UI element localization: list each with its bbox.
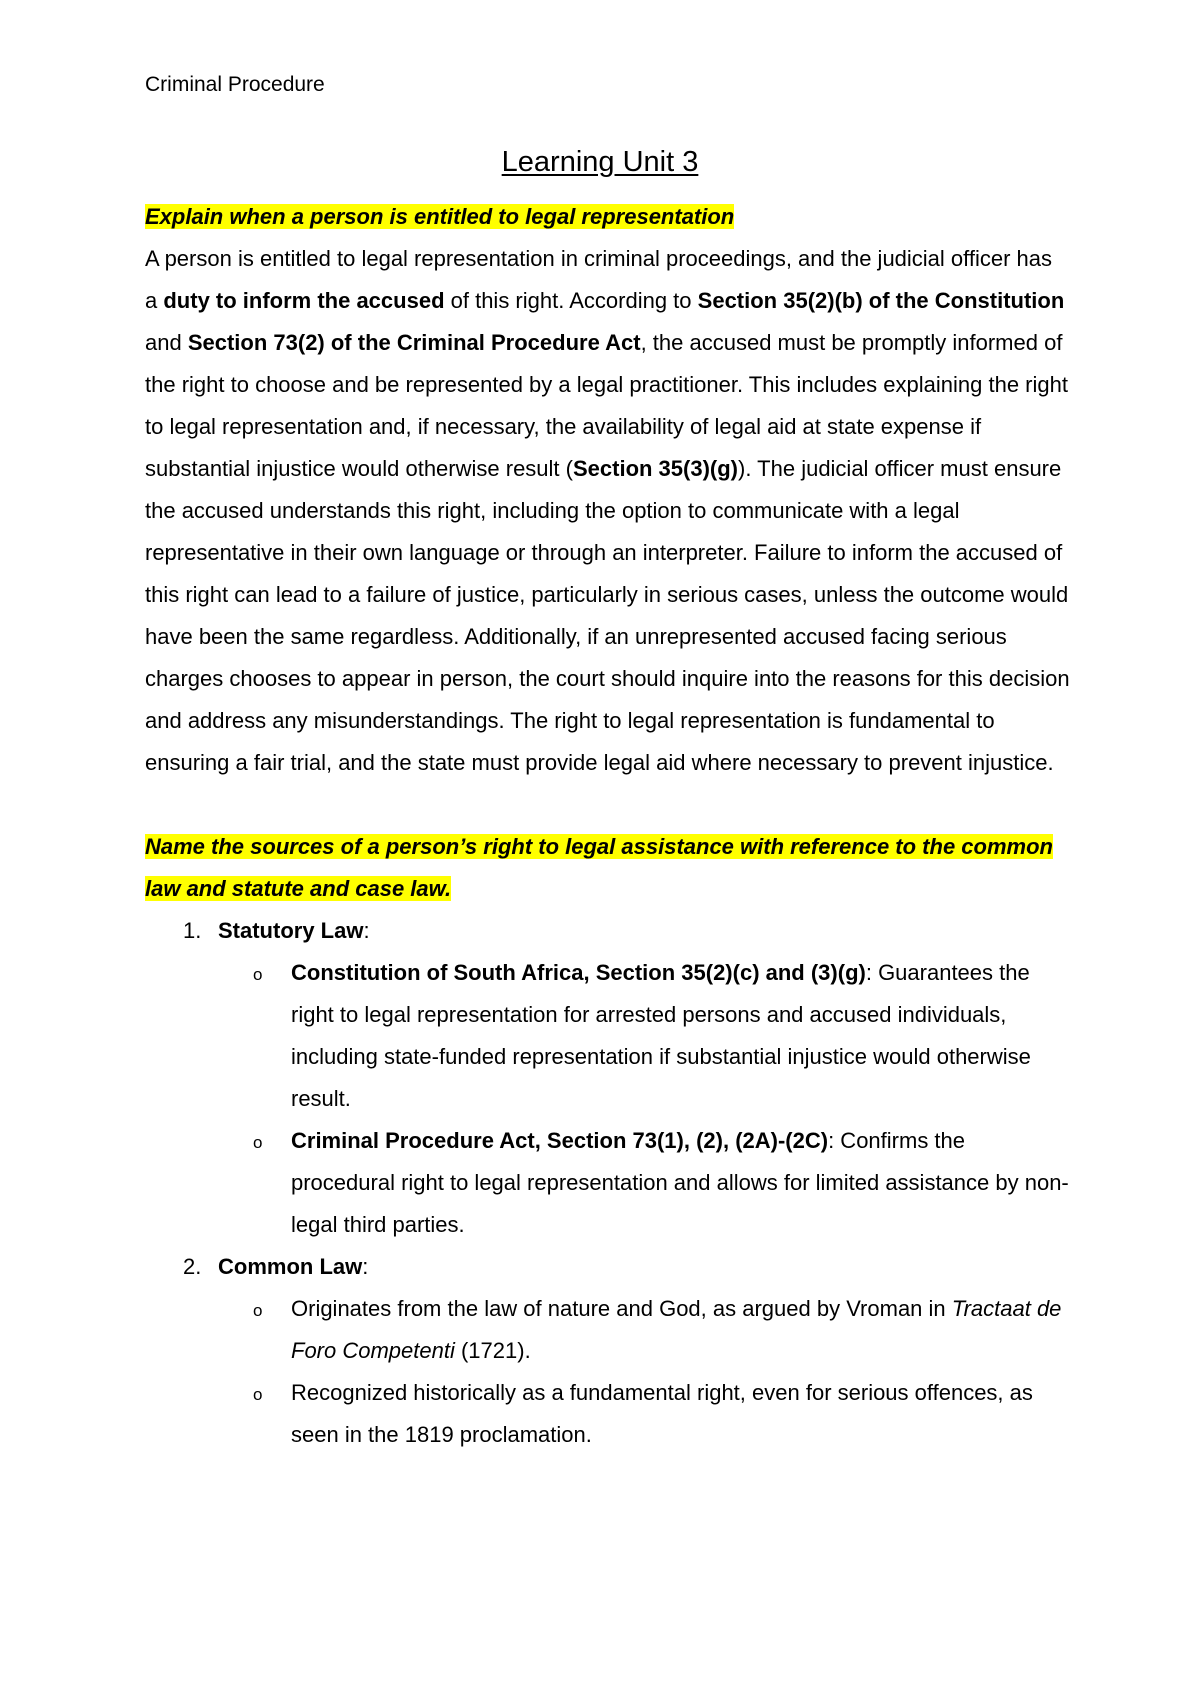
answer-1-paragraph	[145, 238, 1070, 784]
question-2-text: Name the sources of a person’s right to legal assistance with reference to the common law and statute and case law.	[145, 834, 1053, 901]
list-item-heading: Statutory Law	[218, 918, 364, 943]
sub-item-bold: Constitution of South Africa, Section 35(2)(c) and (3)(g)	[291, 960, 866, 985]
sub-item-text: : Confirms the procedural right to legal representation and allows for limited assistance by non-legal third parties.	[291, 1128, 1069, 1237]
question-1	[145, 196, 1070, 238]
list-item	[145, 910, 1070, 1246]
circle-bullet-icon: o	[253, 1385, 263, 1404]
list-item	[145, 1246, 1070, 1456]
answer-1-run: of this right. According to	[444, 288, 698, 313]
question-1-text: Explain when a person is entitled to legal representation	[145, 204, 735, 229]
sub-item-bold: Criminal Procedure Act, Section 73(1), (2), (2A)-(2C)	[291, 1128, 829, 1153]
list-number: 1.	[183, 918, 202, 943]
sub-list-item	[145, 1372, 1070, 1456]
sub-list-item	[145, 1120, 1070, 1246]
sub-item-text: Originates from the law of nature and God, as argued by Vroman in	[291, 1296, 952, 1321]
sub-list-item	[145, 952, 1070, 1120]
sub-item-text: : Guarantees the right to legal representation for arrested persons and accused individuals, including state-funded representation if substantial injustice would otherwise result.	[291, 960, 1031, 1111]
list-item-suffix: :	[362, 1254, 369, 1279]
sub-list-item	[145, 1288, 1070, 1372]
sub-item-text: Recognized historically as a fundamental right, even for serious offences, as seen in the 1819 proclamation.	[291, 1380, 1033, 1447]
answer-1-run: , the accused must be promptly informed of the right to choose and be represented by a legal practitioner. This includes explaining the right to legal representation and, if necessary, the availability of legal aid at state expense if substantial injustice would otherwise result (	[145, 330, 1068, 481]
circle-bullet-icon: o	[253, 1301, 263, 1320]
sources-list	[145, 910, 1070, 1456]
question-2	[145, 826, 1070, 910]
answer-1-run-bold: duty to inform the accused	[163, 288, 445, 313]
sub-list	[218, 952, 1070, 1246]
answer-1-run-bold: Section 35(2)(b) of the Constitution	[697, 288, 1065, 313]
answer-1-run: A person is entitled to legal representation in criminal proceedings, and the judicial officer has a	[145, 246, 1053, 313]
list-item-heading: Common Law	[218, 1254, 363, 1279]
circle-bullet-icon: o	[253, 1133, 263, 1152]
list-item-suffix: :	[363, 918, 370, 943]
answer-1-run-bold: Section 35(3)(g)	[572, 456, 739, 481]
answer-1-run-bold: Section 73(2) of the Criminal Procedure Act	[187, 330, 641, 355]
book-title: Tractaat de Foro Competenti	[291, 1296, 1062, 1363]
document-body	[145, 196, 1070, 1456]
sub-item-text: (1721).	[454, 1338, 531, 1363]
answer-1-run: ). The judicial officer must ensure the accused understands this right, including the option to communicate with a legal representative in their own language or through an interpreter. Failure to inform the accused of this right can lead to a failure of justice, particularly in serious cases, unless the outcome would have been the same regardless. Additionally, if an unrepresented accused facing serious charges chooses to appear in person, the court should inquire into the reasons for this decision and address any misunderstandings. The right to legal representation is fundamental to ensuring a fair trial, and the state must provide legal aid where necessary to prevent injustice.	[145, 456, 1070, 775]
page-title: Learning Unit 3	[501, 146, 699, 178]
answer-1-run: and	[145, 330, 188, 355]
circle-bullet-icon: o	[253, 965, 263, 984]
running-header: Criminal Procedure	[145, 73, 325, 96]
list-number: 2.	[183, 1254, 202, 1279]
sub-list	[218, 1288, 1070, 1456]
